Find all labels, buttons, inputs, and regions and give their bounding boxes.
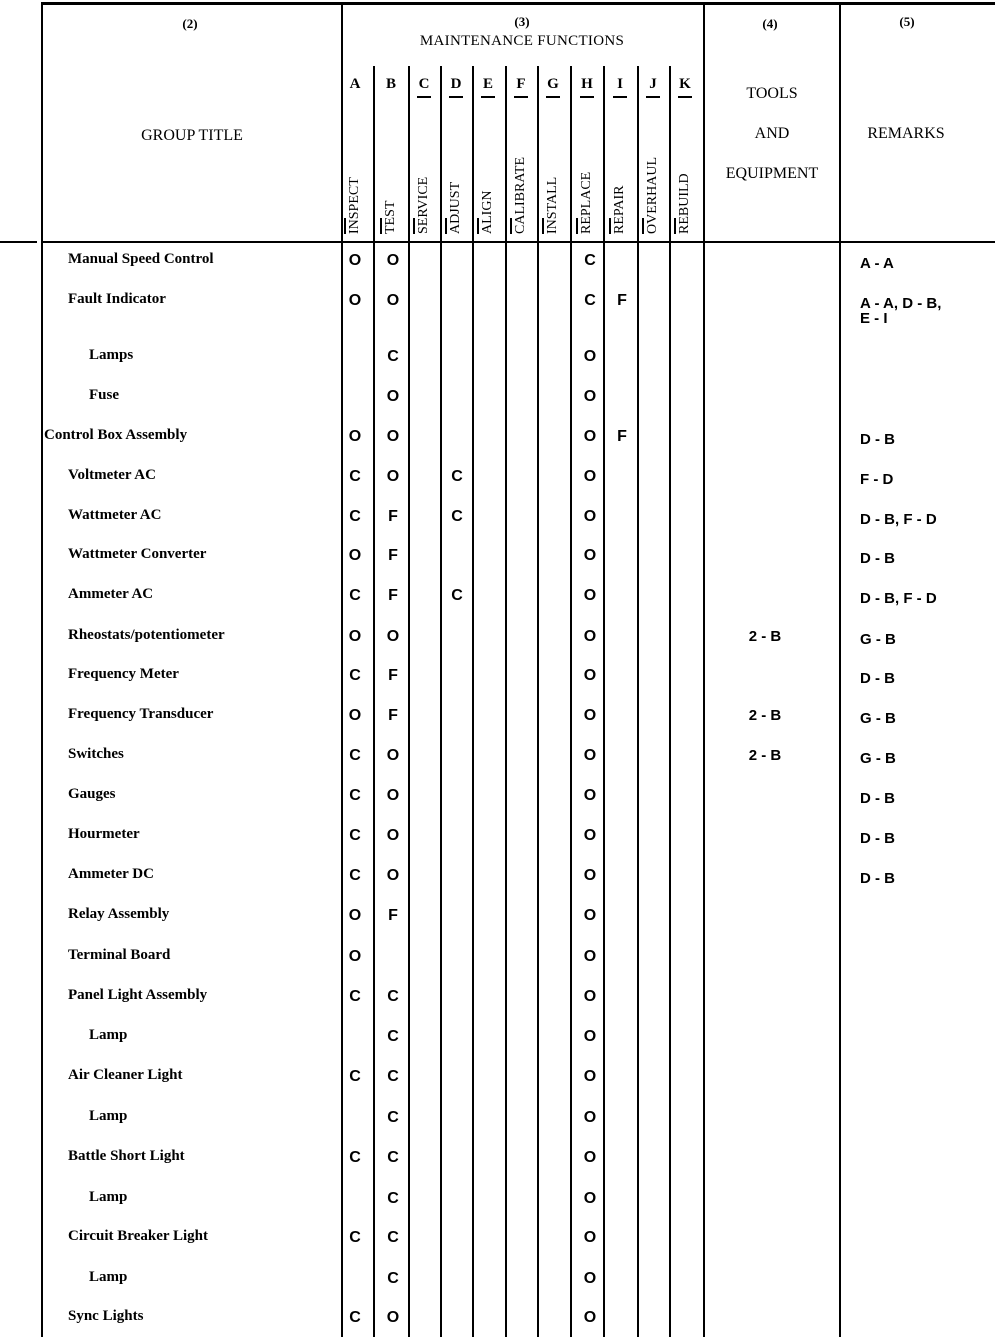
function-cell-a: C xyxy=(349,827,361,844)
function-cell-a: C xyxy=(349,747,361,764)
function-cell-b: C xyxy=(387,1190,399,1207)
function-cell-a: O xyxy=(348,948,362,965)
function-name-bar xyxy=(445,218,447,234)
function-cell-h: O xyxy=(583,348,597,365)
function-cell-a: O xyxy=(348,628,362,645)
func-sep-gh xyxy=(570,66,572,1337)
function-letter-b: B xyxy=(385,76,396,92)
function-letter-underline xyxy=(546,96,560,98)
function-cell-a: O xyxy=(348,292,362,309)
group-title-cell: Lamp xyxy=(89,1108,128,1124)
group-title-cell: Voltmeter AC xyxy=(68,467,156,483)
function-name-repair: REPAIR xyxy=(612,185,627,234)
tools-header-line3: EQUIPMENT xyxy=(725,165,819,182)
function-letter-underline xyxy=(678,96,692,98)
remarks-cell: D - B xyxy=(860,870,895,887)
col3-number: (3) xyxy=(514,14,530,29)
function-name-replace: REPLACE xyxy=(579,171,594,234)
function-cell-a: O xyxy=(348,547,362,564)
group-title-cell: Lamp xyxy=(89,1189,128,1205)
group-title-cell: Ammeter AC xyxy=(68,586,154,602)
function-cell-h: O xyxy=(583,587,597,604)
function-cell-h: O xyxy=(583,1229,597,1246)
remarks-header: REMARKS xyxy=(867,125,945,142)
function-cell-h: O xyxy=(583,667,597,684)
function-name-bar xyxy=(576,218,578,234)
function-cell-b: O xyxy=(386,1309,400,1326)
col2-number: (2) xyxy=(182,16,198,31)
col4-number: (4) xyxy=(762,16,778,31)
function-name-bar xyxy=(413,218,415,234)
left-border xyxy=(41,2,43,1337)
function-cell-h: O xyxy=(583,388,597,405)
remarks-cell: G - B xyxy=(860,750,896,767)
function-letter-k: K xyxy=(679,76,691,92)
function-cell-b: C xyxy=(387,1270,399,1287)
group-title-cell: Relay Assembly xyxy=(68,906,170,922)
function-cell-h: O xyxy=(583,827,597,844)
function-name-bar xyxy=(477,218,479,234)
function-name-bar xyxy=(542,218,544,234)
function-cell-b: O xyxy=(386,292,400,309)
function-cell-a: O xyxy=(348,252,362,269)
function-letter-underline xyxy=(646,96,660,98)
group-title-cell: Lamp xyxy=(89,1269,128,1285)
function-cell-h: O xyxy=(583,628,597,645)
function-cell-b: O xyxy=(386,468,400,485)
function-cell-h: O xyxy=(583,1028,597,1045)
group-title-cell: Lamps xyxy=(89,347,134,363)
tools-cell: 2 - B xyxy=(748,628,782,645)
function-cell-h: O xyxy=(583,1068,597,1085)
function-cell-h: O xyxy=(583,1109,597,1126)
function-cell-a: C xyxy=(349,787,361,804)
function-cell-b: C xyxy=(387,1229,399,1246)
group-title-cell: Control Box Assembly xyxy=(44,427,188,443)
function-name-bar xyxy=(344,218,346,234)
function-cell-b: C xyxy=(387,988,399,1005)
function-name-align: ALIGN xyxy=(480,190,495,234)
function-name-rebuild: REBUILD xyxy=(677,173,692,234)
function-cell-b: O xyxy=(386,252,400,269)
group-title-cell: Fuse xyxy=(89,387,119,403)
group-title-cell: Switches xyxy=(68,746,124,762)
tools-cell: 2 - B xyxy=(748,707,782,724)
function-name-calibrate: CALIBRATE xyxy=(513,157,528,234)
remarks-cell: D - B xyxy=(860,431,895,448)
function-cell-b: O xyxy=(386,428,400,445)
function-cell-h: O xyxy=(583,468,597,485)
function-name-bar xyxy=(674,218,676,234)
func-sep-cd xyxy=(440,66,442,1337)
function-cell-b: C xyxy=(387,1149,399,1166)
group-title-cell: Panel Light Assembly xyxy=(68,987,208,1003)
function-name-overhaul: OVERHAUL xyxy=(645,157,660,234)
function-cell-b: F xyxy=(388,508,398,525)
function-letter-underline xyxy=(481,96,495,98)
function-cell-h: C xyxy=(584,292,596,309)
col5-number: (5) xyxy=(899,14,915,29)
function-cell-b: O xyxy=(386,827,400,844)
function-name-install: INSTALL xyxy=(545,176,560,234)
func-sep-hi xyxy=(603,66,605,1337)
function-letter-c: C xyxy=(418,76,430,92)
function-letter-underline xyxy=(417,96,431,98)
function-letter-underline xyxy=(514,96,528,98)
function-cell-a: C xyxy=(349,867,361,884)
function-cell-b: O xyxy=(386,628,400,645)
group-title-cell: Lamp xyxy=(89,1027,128,1043)
group-title-cell: Manual Speed Control xyxy=(68,251,214,267)
function-letter-underline xyxy=(580,96,594,98)
func-sep-ab xyxy=(373,66,375,1337)
function-cell-b: O xyxy=(386,867,400,884)
function-cell-a: C xyxy=(349,508,361,525)
function-cell-b: O xyxy=(386,787,400,804)
function-cell-b: F xyxy=(388,667,398,684)
function-cell-a: C xyxy=(349,1149,361,1166)
group-title-cell: Frequency Transducer xyxy=(68,706,214,722)
function-cell-h: O xyxy=(583,747,597,764)
function-cell-b: F xyxy=(388,707,398,724)
func-sep-ef xyxy=(505,66,507,1337)
function-letter-g: G xyxy=(547,76,559,92)
function-cell-b: F xyxy=(388,547,398,564)
function-cell-b: F xyxy=(388,587,398,604)
function-cell-h: O xyxy=(583,1149,597,1166)
remarks-cell: G - B xyxy=(860,710,896,727)
function-cell-h: O xyxy=(583,428,597,445)
group-title-cell: Battle Short Light xyxy=(68,1148,185,1164)
tools-cell: 2 - B xyxy=(748,747,782,764)
function-cell-b: C xyxy=(387,1068,399,1085)
function-letter-f: F xyxy=(516,76,526,92)
function-cell-b: C xyxy=(387,1028,399,1045)
group-title-cell: Frequency Meter xyxy=(68,666,179,682)
remarks-cell: D - B, F - D xyxy=(860,511,937,528)
function-cell-h: O xyxy=(583,1190,597,1207)
group-title-cell: Fault Indicator xyxy=(68,291,166,307)
function-cell-d: C xyxy=(451,587,463,604)
function-cell-a: C xyxy=(349,667,361,684)
function-cell-a: O xyxy=(348,907,362,924)
function-cell-b: F xyxy=(388,907,398,924)
function-name-inspect: INSPECT xyxy=(347,177,362,234)
function-cell-h: O xyxy=(583,867,597,884)
group-title-header: GROUP TITLE xyxy=(141,127,243,144)
group-title-cell: Rheostats/potentiometer xyxy=(68,627,225,643)
function-letter-h: H xyxy=(581,76,593,92)
function-letter-underline xyxy=(449,96,463,98)
remarks-cell: D - B xyxy=(860,670,895,687)
function-name-test: TEST xyxy=(383,200,398,234)
func-sep-ij xyxy=(637,66,639,1337)
function-cell-h: O xyxy=(583,547,597,564)
left-margin-tick xyxy=(0,241,37,243)
function-letter-j: J xyxy=(649,76,657,92)
group-title-cell: Terminal Board xyxy=(68,947,171,963)
function-cell-h: O xyxy=(583,907,597,924)
remarks-cell: F - D xyxy=(860,471,894,488)
col4-left-border xyxy=(703,2,705,1337)
group-title-cell: Sync Lights xyxy=(68,1308,144,1324)
top-border xyxy=(41,2,995,5)
function-cell-h: O xyxy=(583,948,597,965)
function-name-adjust: ADJUST xyxy=(448,181,463,234)
remarks-cell: A - A, D - B, E - I xyxy=(860,295,942,327)
function-letter-a: A xyxy=(349,76,361,92)
remarks-cell: D - B, F - D xyxy=(860,590,937,607)
function-cell-h: C xyxy=(584,252,596,269)
function-cell-a: C xyxy=(349,468,361,485)
function-cell-a: C xyxy=(349,988,361,1005)
function-name-bar xyxy=(380,218,382,234)
group-title-cell: Ammeter DC xyxy=(68,866,154,882)
group-title-cell: Wattmeter Converter xyxy=(68,546,207,562)
header-bottom-rule xyxy=(41,241,995,243)
function-name-bar xyxy=(609,218,611,234)
function-cell-h: O xyxy=(583,1270,597,1287)
function-cell-h: O xyxy=(583,707,597,724)
func-sep-jk xyxy=(669,66,671,1337)
function-name-bar xyxy=(510,218,512,234)
func-sep-de xyxy=(472,66,474,1337)
func-sep-bc xyxy=(408,66,410,1337)
function-cell-i: F xyxy=(617,428,627,445)
group-title-cell: Gauges xyxy=(68,786,116,802)
function-cell-h: O xyxy=(583,508,597,525)
function-letter-underline xyxy=(613,96,627,98)
function-letter-i: I xyxy=(617,76,623,92)
function-cell-h: O xyxy=(583,787,597,804)
function-cell-d: C xyxy=(451,508,463,525)
function-cell-b: C xyxy=(387,348,399,365)
remarks-cell: A - A xyxy=(860,255,894,272)
group-title-cell: Hourmeter xyxy=(68,826,140,842)
function-cell-b: O xyxy=(386,747,400,764)
function-name-bar xyxy=(642,218,644,234)
function-cell-a: O xyxy=(348,707,362,724)
function-cell-a: C xyxy=(349,1068,361,1085)
tools-header-line1: TOOLS xyxy=(746,85,798,102)
function-cell-h: O xyxy=(583,988,597,1005)
function-cell-b: C xyxy=(387,1109,399,1126)
col5-left-border xyxy=(839,2,841,1337)
func-sep-fg xyxy=(537,66,539,1337)
function-cell-a: C xyxy=(349,1309,361,1326)
group-title-cell: Wattmeter AC xyxy=(68,507,162,523)
function-cell-b: O xyxy=(386,388,400,405)
remarks-cell: D - B xyxy=(860,550,895,567)
function-cell-d: C xyxy=(451,468,463,485)
function-cell-h: O xyxy=(583,1309,597,1326)
function-cell-i: F xyxy=(617,292,627,309)
remarks-cell: D - B xyxy=(860,830,895,847)
group-title-cell: Air Cleaner Light xyxy=(68,1067,183,1083)
function-cell-a: C xyxy=(349,1229,361,1246)
group-title-cell: Circuit Breaker Light xyxy=(68,1228,208,1244)
remarks-cell: G - B xyxy=(860,631,896,648)
col3-title: MAINTENANCE FUNCTIONS xyxy=(419,33,625,49)
function-letter-e: E xyxy=(482,76,493,92)
tools-header-line2: AND xyxy=(754,125,790,142)
function-cell-a: O xyxy=(348,428,362,445)
function-cell-a: C xyxy=(349,587,361,604)
remarks-cell: D - B xyxy=(860,790,895,807)
function-letter-d: D xyxy=(450,76,462,92)
function-name-service: SERVICE xyxy=(416,176,431,234)
